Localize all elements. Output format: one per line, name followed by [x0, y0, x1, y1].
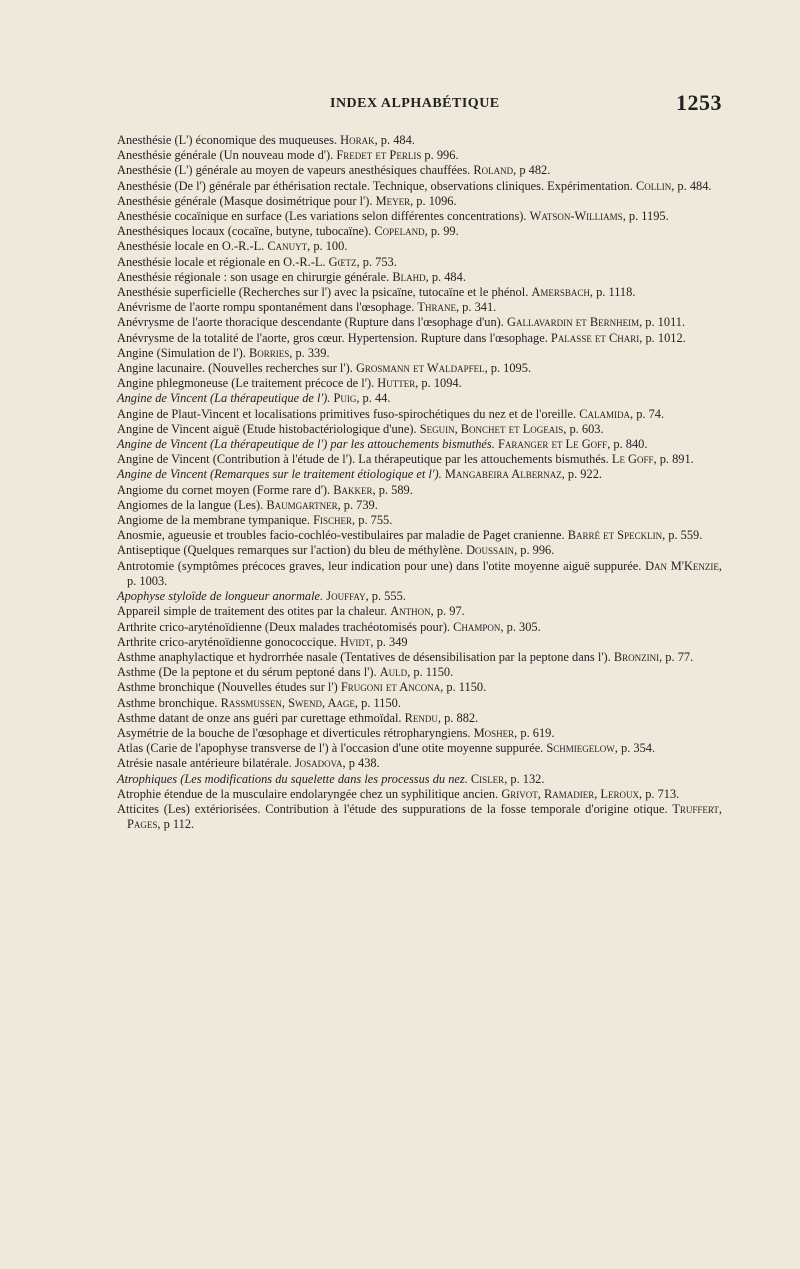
- index-entry: [117, 270, 722, 285]
- entry-author: Fischer: [313, 513, 353, 528]
- index-entry: [117, 224, 722, 239]
- index-entry: [117, 467, 722, 482]
- entry-title: Anévrisme de l'aorte rompu spontanément dans l'œsophage.: [117, 300, 415, 315]
- entry-author: Schmiegelow: [546, 741, 615, 756]
- entry-author: Horak: [340, 133, 375, 147]
- entry-author: Bronzini: [613, 649, 660, 664]
- entry-title: Anosmie, agueusie et troubles facio-cochléo-vestibulaires par maladie de Paget cranienne.: [117, 528, 565, 543]
- index-entry: [117, 680, 722, 695]
- entry-title: Atrésie nasale antérieure bilatérale.: [117, 756, 292, 771]
- index-entry: [117, 620, 722, 635]
- entry-page: , p. 349: [370, 634, 408, 649]
- index-entry: [117, 483, 722, 498]
- entry-title: Angine de Vincent (La thérapeutique de l').: [117, 391, 331, 406]
- entry-page: , p 482.: [513, 163, 551, 178]
- entry-title: Angiome de la membrane tympanique.: [117, 513, 311, 528]
- entry-page: , p. 840.: [607, 437, 648, 452]
- entry-page: , p. 305.: [500, 619, 541, 634]
- entry-page: , p. 339.: [289, 345, 330, 360]
- entry-page: , p. 1095.: [484, 361, 532, 376]
- entry-page: , p. 354.: [614, 741, 656, 756]
- entry-title: Antrotomie (symptômes précoces graves, leur indication pour une) dans l'otite moyenne aiguë suppurée.: [117, 558, 642, 573]
- index-entry: [117, 635, 722, 650]
- entry-author: Canuyt: [267, 239, 308, 254]
- entry-title: Anesthésie (L') générale au moyen de vapeurs anesthésiques chauffées.: [117, 163, 471, 178]
- index-entry: [117, 148, 722, 163]
- entry-page: , p. 559.: [662, 528, 703, 543]
- index-entry: [117, 772, 722, 787]
- entry-author: Palasse et Chari: [550, 330, 640, 345]
- entry-page: , p. 589.: [372, 482, 413, 497]
- entry-title: Asymétrie de la bouche de l'œsophage et diverticules rétropharyngiens.: [117, 725, 471, 740]
- entry-title: Arthrite crico-aryténoïdienne gonococcique.: [117, 634, 337, 649]
- entry-page: , p. 753.: [356, 254, 397, 269]
- index-entry: [117, 787, 722, 802]
- index-entry: [117, 696, 722, 711]
- index-entry: [117, 255, 722, 270]
- index-entry: [117, 437, 722, 452]
- page-header: [0, 90, 800, 120]
- entry-title: Atrophiques (Les modifications du squelette dans les processus du nez.: [117, 771, 468, 786]
- entry-page: , p. 1012.: [639, 330, 686, 345]
- entry-title: Appareil simple de traitement des otites par la chaleur.: [117, 604, 388, 619]
- entry-page: , p. 97.: [430, 604, 465, 619]
- index-entries: [117, 133, 722, 832]
- index-entry: [117, 346, 722, 361]
- entry-page: , p. 74.: [630, 406, 665, 421]
- entry-page: , p. 1096.: [410, 193, 457, 208]
- index-entry: [117, 543, 722, 558]
- entry-page: , p. 1150.: [354, 695, 401, 710]
- entry-page: , p. 619.: [514, 725, 555, 740]
- entry-author: Cisler: [470, 771, 505, 786]
- entry-author: Dan M'Kenzie: [645, 558, 719, 573]
- running-title: INDEX ALPHABÉTIQUE: [330, 96, 500, 111]
- entry-page: , p. 603.: [563, 421, 604, 436]
- index-entry: [117, 498, 722, 513]
- entry-page: , p 112.: [157, 817, 195, 832]
- entry-author: Grivot, Ramadier, Leroux: [501, 786, 639, 801]
- entry-title: Anesthésie générale (Masque dosimétrique pour l').: [117, 193, 373, 208]
- entry-author: Doussain: [466, 543, 515, 558]
- entry-author: Copeland: [374, 224, 425, 239]
- entry-page: , p. 1094.: [415, 376, 462, 391]
- entry-title: Anesthésiques locaux (cocaïne, butyne, tubocaïne).: [117, 224, 372, 239]
- entry-title: Arthrite crico-aryténoïdienne (Deux malades trachéotomisés pour).: [117, 619, 451, 634]
- entry-page: , p. 713.: [639, 786, 680, 801]
- entry-author: Barré et Specklin: [567, 528, 663, 543]
- entry-author: Hutter: [377, 376, 416, 391]
- entry-title: Atrophie étendue de la musculaire endolaryngée chez un syphilitique ancien.: [117, 786, 499, 801]
- entry-page: , p. 484.: [671, 178, 712, 193]
- index-entry: [117, 513, 722, 528]
- index-entry: [117, 361, 722, 376]
- entry-title: Angine de Vincent (Remarques sur le traitement étiologique et l').: [117, 467, 442, 482]
- entry-author: Mangabeira Albernaz: [444, 467, 562, 482]
- entry-title: Angine phlegmoneuse (Le traitement précoce de l').: [117, 376, 375, 391]
- entry-title: Angine (Simulation de l').: [117, 345, 246, 360]
- entry-title: Anesthésie (De l') générale par éthérisation rectale. Technique, observations cliniques. Expérimentation.: [117, 178, 633, 193]
- entry-title: Asthme anaphylactique et hydrorrhée nasale (Tentatives de désensibilisation par la peptone dans l').: [117, 649, 611, 664]
- index-entry: [117, 452, 722, 467]
- entry-page: , p. 1150.: [440, 680, 487, 695]
- entry-title: Apophyse styloïde de longueur anormale.: [117, 589, 324, 604]
- entry-author: Meyer: [375, 193, 411, 208]
- entry-author: Frugoni et Ancona: [340, 680, 441, 695]
- entry-author: Baumgartner: [266, 497, 338, 512]
- entry-page: , p. 100.: [307, 239, 348, 254]
- entry-page: , p 438.: [342, 756, 380, 771]
- index-entry: [117, 756, 722, 771]
- entry-page: , p. 755.: [352, 513, 393, 528]
- entry-author: Grosmann et Waldapfel: [355, 361, 485, 376]
- entry-page: , p. 555.: [365, 589, 406, 604]
- index-entry: [117, 665, 722, 680]
- index-entry: [117, 285, 722, 300]
- entry-title: Angine de Plaut-Vincent et localisations primitives fuso-spirochétiques du nez et de l'oreille.: [117, 406, 577, 421]
- entry-title: Angiome du cornet moyen (Forme rare d').: [117, 482, 331, 497]
- entry-title: Anesthésie régionale : son usage en chirurgie générale.: [117, 269, 390, 284]
- entry-title: Anévrysme de la totalité de l'aorte, gros cœur. Hypertension. Rupture dans l'œsophage.: [117, 330, 548, 345]
- entry-author: Josadova: [294, 756, 343, 771]
- entry-page: , p. 1195.: [622, 209, 669, 224]
- entry-title: Angine de Vincent (La thérapeutique de l') par les attouchements bismuthés.: [117, 437, 495, 452]
- index-entry: [117, 741, 722, 756]
- entry-author: Faranger et Le Goff: [497, 437, 608, 452]
- entry-page: , p. 739.: [337, 497, 378, 512]
- entry-author: Bakker: [333, 482, 373, 497]
- entry-author: Truffert, Pages: [127, 801, 722, 832]
- entry-title: Anesthésie générale (Un nouveau mode d').: [117, 148, 334, 163]
- index-entry: [117, 407, 722, 422]
- entry-author: Champon: [453, 619, 501, 634]
- index-entry: [117, 209, 722, 224]
- entry-page: , p. 132.: [504, 771, 545, 786]
- entry-author: Roland: [473, 163, 514, 178]
- index-entry: [117, 711, 722, 726]
- entry-author: Rassmussen, Swend, Aage: [220, 695, 355, 710]
- entry-page: , p. 891.: [653, 452, 694, 467]
- entry-author: Amersbach: [531, 285, 590, 300]
- index-entry: [117, 726, 722, 741]
- index-entry: [117, 391, 722, 406]
- entry-author: Le Goff: [611, 452, 654, 467]
- entry-page: , p. 1118.: [589, 285, 636, 300]
- entry-title: Angine de Vincent aiguë (Etude histobactériologique d'une).: [117, 421, 417, 436]
- index-entry: [117, 802, 722, 832]
- entry-page: , p. 922.: [561, 467, 602, 482]
- index-entry: [117, 133, 722, 148]
- entry-author: Gœtz: [328, 254, 357, 269]
- entry-page: , p. 99.: [424, 224, 459, 239]
- entry-author: Seguin, Bonchet et Logeais: [419, 421, 564, 436]
- entry-author: Jouffay: [326, 589, 366, 604]
- entry-author: Fredet et Perlis: [336, 148, 422, 163]
- entry-page: , p. 1011.: [639, 315, 686, 330]
- entry-page: p. 996.: [421, 148, 459, 163]
- index-entry: [117, 239, 722, 254]
- index-entry: [117, 604, 722, 619]
- entry-page: , p. 341.: [455, 300, 497, 315]
- entry-title: Antiseptique (Quelques remarques sur l'action) du bleu de méthylène.: [117, 543, 463, 558]
- index-entry: [117, 300, 722, 315]
- entry-title: Asthme bronchique (Nouvelles études sur l'): [117, 680, 338, 695]
- index-entry: [117, 163, 722, 178]
- index-entry: [117, 559, 722, 589]
- entry-title: Atlas (Carie de l'apophyse transverse de l') à l'occasion d'une otite moyenne suppurée.: [117, 741, 544, 756]
- entry-title: Angine de Vincent (Contribution à l'étude de l'). La thérapeutique par les attouchements bismuthés.: [117, 452, 609, 467]
- entry-page: , p. 484.: [425, 269, 466, 284]
- entry-title: Asthme (De la peptone et du sérum peptoné dans l').: [117, 665, 377, 680]
- index-entry: [117, 376, 722, 391]
- entry-title: Anesthésie (L') économique des muqueuses.: [117, 133, 338, 147]
- entry-author: Rendu: [404, 710, 438, 725]
- index-entry: [117, 528, 722, 543]
- entry-author: Calamida: [579, 406, 631, 421]
- entry-author: Mosher: [473, 725, 515, 740]
- entry-page: , p. 44.: [356, 391, 391, 406]
- entry-page: , p. 484.: [374, 133, 415, 147]
- entry-title: Anévrysme de l'aorte thoracique descendante (Rupture dans l'œsophage d'un).: [117, 315, 504, 330]
- entry-author: Watson-Williams: [529, 209, 623, 224]
- entry-page: , p. 77.: [659, 649, 694, 664]
- entry-page: , p. 1003.: [127, 558, 722, 588]
- entry-author: Thrane: [417, 300, 456, 315]
- entry-title: Asthme bronchique.: [117, 695, 218, 710]
- index-entry: [117, 650, 722, 665]
- index-entry: [117, 179, 722, 194]
- index-entry: [117, 194, 722, 209]
- entry-title: Anesthésie locale en O.-R.-L.: [117, 239, 265, 254]
- entry-page: , p. 1150.: [407, 665, 454, 680]
- entry-title: Anesthésie superficielle (Recherches sur l') avec la psicaïne, tutocaïne et le phénol.: [117, 285, 529, 300]
- entry-title: Angiomes de la langue (Les).: [117, 497, 264, 512]
- entry-author: Anthon: [390, 604, 431, 619]
- entry-title: Anesthésie cocaïnique en surface (Les variations selon différentes concentrations).: [117, 209, 527, 224]
- entry-author: Gallavardin et Bernheim: [507, 315, 640, 330]
- entry-page: , p. 882.: [437, 710, 479, 725]
- entry-author: Puig: [333, 391, 357, 406]
- entry-title: Atticites (Les) extériorisées. Contribution à l'étude des suppurations de la fosse temporale d'origine otique.: [117, 801, 668, 816]
- index-entry: [117, 315, 722, 330]
- entry-title: Angine lacunaire. (Nouvelles recherches sur l').: [117, 361, 353, 376]
- entry-author: Hvidt: [339, 634, 371, 649]
- page-number: 1253: [676, 90, 722, 115]
- index-entry: [117, 331, 722, 346]
- entry-author: Auld: [379, 665, 408, 680]
- entry-author: Borries: [248, 345, 290, 360]
- index-entry: [117, 589, 722, 604]
- entry-author: Collin: [635, 178, 672, 193]
- entry-title: Asthme datant de onze ans guéri par curettage ethmoïdal.: [117, 710, 402, 725]
- entry-title: Anesthésie locale et régionale en O.-R.-L.: [117, 254, 326, 269]
- index-entry: [117, 422, 722, 437]
- entry-page: , p. 996.: [514, 543, 555, 558]
- entry-author: Blahd: [392, 269, 426, 284]
